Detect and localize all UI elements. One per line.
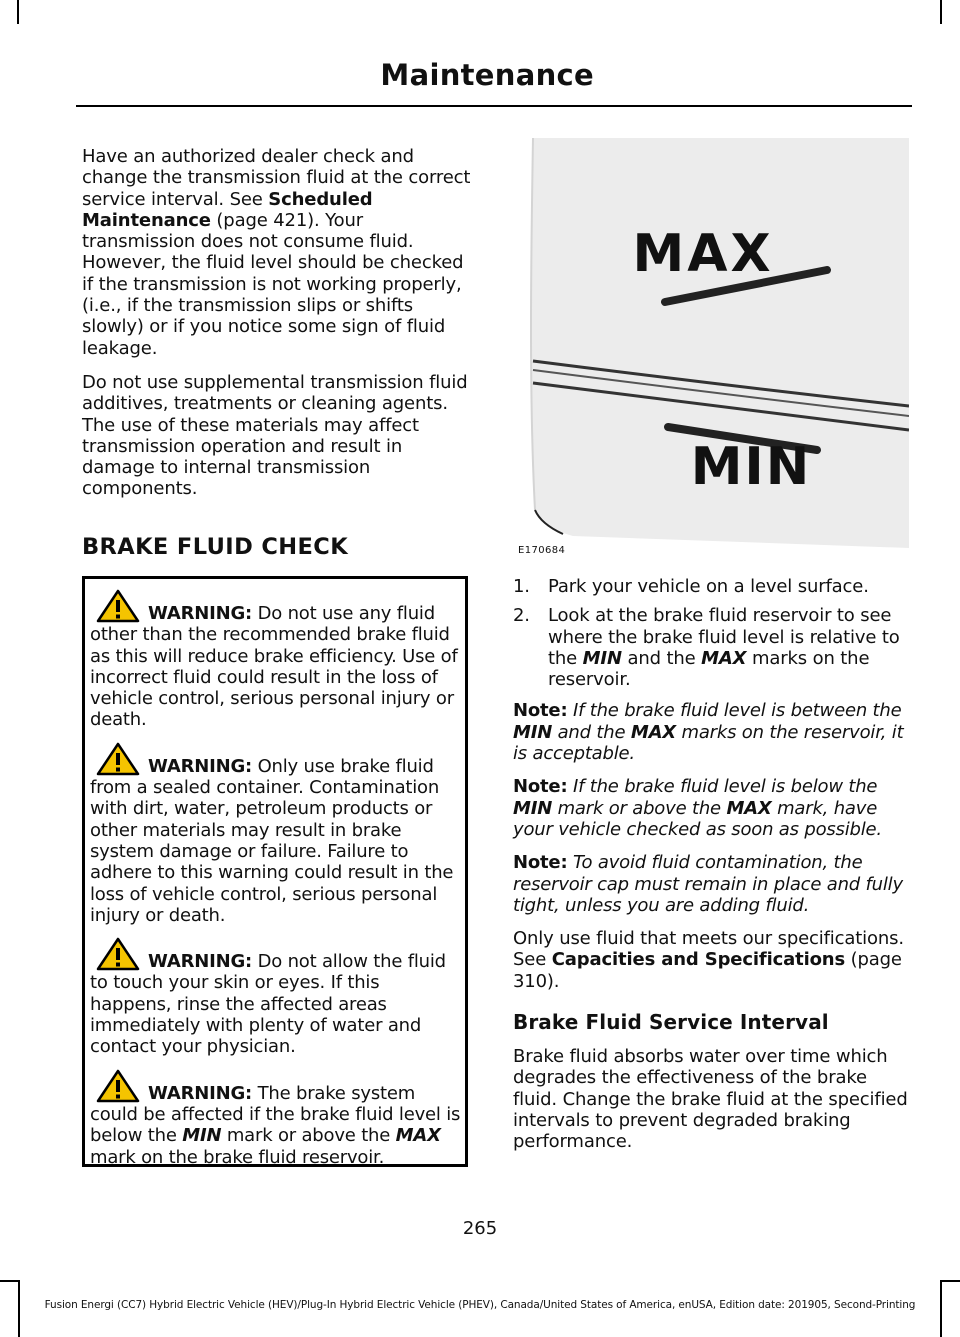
warning-item: WARNING: Only use brake fluid from a sealed container. Contamination with dirt, water, petroleum products or other materials may result in brake system damage or failure. Failure to adhere to this warning could result in the loss of vehicle control, serious personal injury or death. (90, 742, 461, 926)
warning-label: WARNING: (148, 603, 253, 624)
warning-box (82, 576, 468, 1167)
warning-triangle-icon (96, 742, 140, 776)
paragraph-transmission-service: Have an authorized dealer check and change the transmission fluid at the correct service interval. See Scheduled Maintenance (page 421). Your transmission does not consume fluid. However, the fluid level should be checked if the transmission is not working properly, (i.e., if the transmission slips or shifts slowly) or if you notice some sign of fluid leakage. (82, 146, 471, 359)
paragraph-additives: Do not use supplemental transmission fluid additives, treatments or cleaning agents. The use of these materials may affect transmission operation and result in damage to internal transmission components. (82, 371, 468, 500)
section-heading: BRAKE FLUID CHECK (82, 533, 349, 560)
list-item: 2. Look at the brake fluid reservoir to see where the brake fluid level is relative to the MIN and the MAX marks on the reservoir. (513, 605, 900, 691)
warning-label: WARNING: (148, 951, 253, 973)
header-rule (76, 105, 912, 107)
page-title: Maintenance (380, 58, 594, 92)
note: Note: If the brake fluid level is below the MIN mark or above the MAX mark, have your vehicle checked as soon as possible. (513, 776, 882, 840)
warning-label: WARNING: (148, 1082, 253, 1104)
warning-item: WARNING: Do not use any fluid other than the recommended brake fluid as this will reduce brake efficiency. Use of incorrect fluid could result in the loss of vehicle control, serious personal injury or death. (90, 589, 461, 731)
warning-item: WARNING: Do not allow the fluid to touch your skin or eyes. If this happens, rinse the affected areas immediately with plenty of water and contact your physician. (90, 937, 461, 1057)
warning-triangle-icon (96, 1069, 140, 1103)
subheading: Brake Fluid Service Interval (513, 1010, 829, 1035)
warning-triangle-icon (96, 937, 140, 971)
xref-scheduled-maintenance[interactable]: Scheduled Maintenance (82, 188, 373, 231)
warning-triangle-icon (96, 589, 140, 623)
steps-list (513, 576, 909, 690)
crop-mark (940, 0, 942, 24)
paragraph-specifications: Only use fluid that meets our specifications. See Capacities and Specifications (page 310). (513, 928, 904, 992)
footer-text: Fusion Energi (CC7) Hybrid Electric Vehicle (HEV)/Plug-In Hybrid Electric Vehicle (PHEV), Canada/United States of America, enUSA, Edition date: 201905, Second-Printing (44, 1299, 916, 1311)
crop-mark (940, 1280, 960, 1282)
note: Note: To avoid fluid contamination, the reservoir cap must remain in place and fully tight, unless you are adding fluid. (513, 852, 903, 916)
reservoir-illustration (513, 138, 909, 563)
max-label: MAX (632, 224, 774, 284)
min-label: MIN (690, 437, 812, 497)
warning-label: WARNING: (148, 755, 253, 777)
note: Note: If the brake fluid level is between the MIN and the MAX marks on the reservoir, it is acceptable. (513, 700, 904, 765)
page-number: 265 (462, 1218, 498, 1239)
crop-mark (0, 1280, 20, 1282)
right-column (513, 576, 909, 1166)
crop-mark (17, 0, 19, 24)
xref-capacities-specifications[interactable]: Capacities and Specifications (551, 949, 846, 971)
figure-code: E170684 (518, 545, 566, 556)
warning-item: WARNING: The brake system could be affected if the brake fluid level is below the MIN mark or above the MAX mark on the brake fluid reservoir. (90, 1069, 461, 1168)
paragraph-service-interval: Brake fluid absorbs water over time which degrades the effectiveness of the brake fluid. Change the brake fluid at the specified intervals to prevent degraded braking performance. (513, 1046, 908, 1153)
list-item: 1. Park your vehicle on a level surface. (513, 576, 869, 597)
left-column (82, 146, 476, 560)
